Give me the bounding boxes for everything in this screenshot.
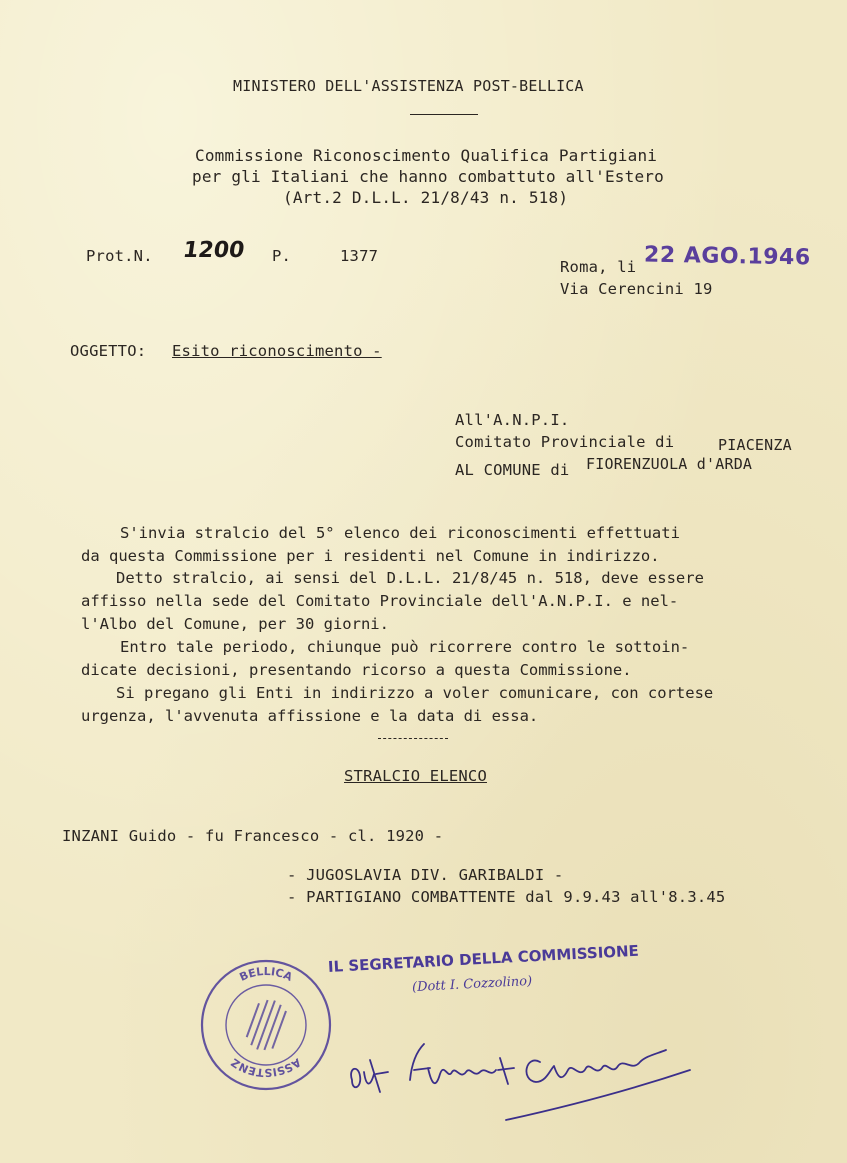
place-label: Roma, li [560,258,637,276]
secretary-stamp-title: IL SEGRETARIO DELLA COMMISSIONE [327,941,640,976]
excerpt-detail-2: - PARTIGIANO COMBATTENTE dal 9.9.43 all'8.3.45 [287,888,726,906]
date-stamp: 22 AGO.1946 [643,242,811,271]
secretary-stamp-name: (Dott I. Cozzolino) [411,973,533,996]
body-line: da questa Commissione per i residenti nel Comune in indirizzo. [81,547,660,565]
body-line: S'invia stralcio del 5° elenco dei riconoscimenti effettuati [120,524,680,542]
recipient-line-1: All'A.N.P.I. [455,411,570,429]
seal-text-top: BELLICA [237,964,295,984]
seal-text-bottom: ASSISTENZ [228,1055,304,1080]
commission-round-seal [196,955,336,1095]
commission-line-2: per gli Italiani che hanno combattuto all'Estero [192,167,664,186]
body-line: Entro tale periodo, chiunque può ricorrere contro le sottoin- [120,638,690,656]
recipient-province: PIACENZA [718,436,792,454]
body-divider [378,738,448,739]
body-line: affisso nella sede del Comitato Provinciale dell'A.N.P.I. e nel- [81,592,679,610]
letter-body [76,522,796,728]
subject-label: OGGETTO: [70,342,147,360]
header-divider [410,114,478,115]
ministry-title: MINISTERO DELL'ASSISTENZA POST-BELLICA [233,77,584,95]
body-line: urgenza, l'avvenuta affissione e la data di essa. [81,707,539,725]
excerpt-title: STRALCIO ELENCO [344,767,487,785]
body-line: Si pregano gli Enti in indirizzo a voler comunicare, con cortese [116,684,714,702]
handwritten-signature [340,1010,700,1130]
excerpt-detail-1: - JUGOSLAVIA DIV. GARIBALDI - [287,866,564,884]
recipient-municipality: FIORENZUOLA d'ARDA [586,455,753,473]
recipient-line-2: Comitato Provinciale di [455,433,675,451]
protocol-suffix: P. [272,247,292,265]
recipient-line-3: AL COMUNE di [455,461,570,479]
body-line: Detto stralcio, ai sensi del D.L.L. 21/8/45 n. 518, deve essere [116,569,704,587]
protocol-label: Prot.N. [86,247,153,265]
body-line: dicate decisioni, presentando ricorso a questa Commissione. [81,661,632,679]
protocol-number: 1377 [340,247,379,265]
protocol-handwritten-number: 1200 [181,238,246,263]
commission-line-3: (Art.2 D.L.L. 21/8/43 n. 518) [283,188,569,207]
subject-text: Esito riconoscimento - [172,342,382,360]
excerpt-person: INZANI Guido - fu Francesco - cl. 1920 - [62,827,444,845]
commission-line-1: Commissione Riconoscimento Qualifica Partigiani [195,146,658,165]
office-address: Via Cerencini 19 [560,280,713,298]
body-line: l'Albo del Comune, per 30 giorni. [81,615,389,633]
